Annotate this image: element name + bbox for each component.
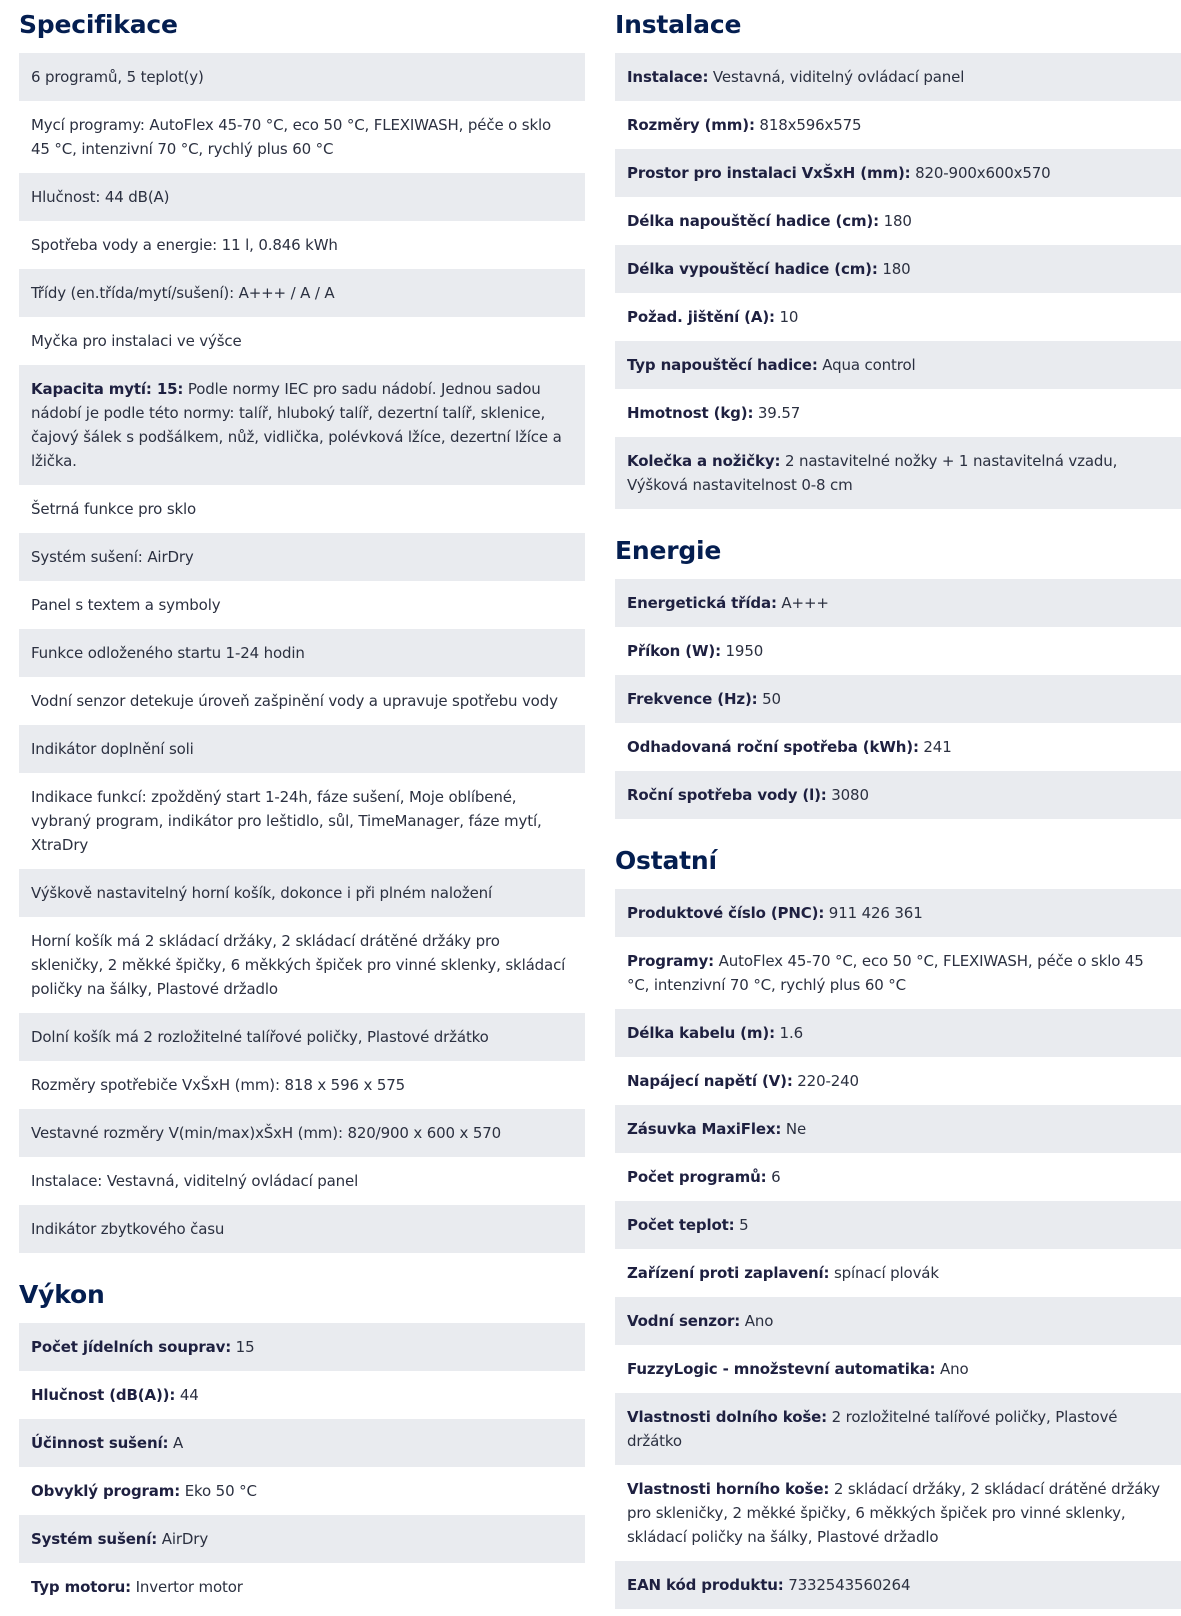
spec-list — [615, 889, 1181, 1609]
spec-value: 2 skládací držáky, 2 skládací drátěné držáky pro skleničky, 2 měkké špičky, 6 měkkých špiček pro vinné sklenky, skládací poličky na šálky, Plastové držadlo — [627, 1480, 1160, 1546]
left-column — [19, 0, 585, 1611]
spec-value: 818x596x575 — [754, 116, 862, 134]
spec-row — [19, 53, 585, 101]
spec-row — [19, 1061, 585, 1109]
spec-value: AutoFlex 45-70 °C, eco 50 °C, FLEXIWASH, péče o sklo 45 °C, intenzivní 70 °C, rychlý plus 60 °C — [627, 952, 1144, 994]
spec-row — [19, 1467, 585, 1515]
spec-row — [615, 1297, 1181, 1345]
spec-label: Délka vypouštěcí hadice (cm): — [627, 260, 878, 278]
spec-value: Ano — [740, 1312, 774, 1330]
spec-row — [19, 1157, 585, 1205]
spec-row — [19, 1563, 585, 1611]
spec-value: 44 — [175, 1386, 199, 1404]
section-title: Ostatní — [615, 846, 717, 875]
spec-value: 5 — [734, 1216, 749, 1234]
spec-value: 820-900x600x570 — [910, 164, 1051, 182]
spec-row — [615, 437, 1181, 509]
spec-value: Výškově nastavitelný horní košík, dokonce i při plném naložení — [31, 884, 493, 902]
right-column — [615, 0, 1181, 1609]
spec-row — [19, 173, 585, 221]
spec-row — [19, 725, 585, 773]
spec-value: 911 426 361 — [824, 904, 923, 922]
spec-value: Ne — [781, 1120, 807, 1138]
section-instalace — [615, 10, 1181, 509]
spec-value: Třídy (en.třída/mytí/sušení): A+++ / A / A — [31, 284, 335, 302]
spec-row — [615, 101, 1181, 149]
spec-row — [19, 1515, 585, 1563]
spec-label: Kolečka a nožičky: — [627, 452, 781, 470]
spec-label: Produktové číslo (PNC): — [627, 904, 825, 922]
spec-row — [615, 197, 1181, 245]
spec-label: Požad. jištění (A): — [627, 308, 775, 326]
spec-value: Podle normy IEC pro sadu nádobí. Jednou sadou nádobí je podle této normy: talíř, hluboký talíř, dezertní talíř, sklenice, čajový šálek s podšálkem, nůž, vidlička, polévková lžíce, dezertní lžíce a lžička. — [31, 380, 562, 470]
spec-value: Aqua control — [817, 356, 916, 374]
spec-value: 6 — [766, 1168, 781, 1186]
spec-row — [19, 221, 585, 269]
section-vykon — [19, 1280, 585, 1611]
spec-label: Vodní senzor: — [627, 1312, 741, 1330]
spec-value: Hlučnost: 44 dB(A) — [31, 188, 170, 206]
spec-row — [615, 1105, 1181, 1153]
spec-row — [19, 1371, 585, 1419]
spec-row — [19, 1013, 585, 1061]
spec-label: Zásuvka MaxiFlex: — [627, 1120, 782, 1138]
spec-label: Kapacita mytí: 15: — [31, 380, 184, 398]
spec-value: A+++ — [776, 594, 829, 612]
spec-row — [19, 869, 585, 917]
spec-row — [19, 677, 585, 725]
spec-label: FuzzyLogic - množstevní automatika: — [627, 1360, 936, 1378]
spec-label: Zařízení proti zaplavení: — [627, 1264, 830, 1282]
spec-value: 15 — [231, 1338, 255, 1356]
spec-row — [615, 937, 1181, 1009]
spec-row — [615, 341, 1181, 389]
spec-label: Programy: — [627, 952, 715, 970]
spec-row — [19, 1323, 585, 1371]
spec-value: Invertor motor — [131, 1578, 243, 1596]
spec-label: Počet jídelních souprav: — [31, 1338, 232, 1356]
spec-label: Prostor pro instalaci VxŠxH (mm): — [627, 164, 911, 182]
spec-value: Dolní košík má 2 rozložitelné talířové poličky, Plastové držátko — [31, 1028, 489, 1046]
spec-row — [615, 1465, 1181, 1561]
spec-label: Počet programů: — [627, 1168, 767, 1186]
spec-value: Vodní senzor detekuje úroveň zašpinění vody a upravuje spotřebu vody — [31, 692, 558, 710]
spec-row — [19, 269, 585, 317]
spec-label: Příkon (W): — [627, 642, 721, 660]
spec-value: Vestavná, viditelný ovládací panel — [708, 68, 965, 86]
spec-list — [19, 53, 585, 1253]
spec-label: Hlučnost (dB(A)): — [31, 1386, 176, 1404]
spec-row — [19, 1205, 585, 1253]
spec-label: EAN kód produktu: — [627, 1576, 784, 1594]
spec-row — [615, 889, 1181, 937]
spec-row — [615, 1201, 1181, 1249]
spec-label: Frekvence (Hz): — [627, 690, 758, 708]
spec-row — [19, 365, 585, 485]
spec-value: 10 — [774, 308, 799, 326]
spec-label: Obvyklý program: — [31, 1482, 181, 1500]
spec-value: Vestavné rozměry V(min/max)xŠxH (mm): 820/900 x 600 x 570 — [31, 1124, 502, 1142]
spec-label: Systém sušení: — [31, 1530, 158, 1548]
spec-label: Rozměry (mm): — [627, 116, 755, 134]
spec-value: 3080 — [826, 786, 869, 804]
spec-row — [615, 1057, 1181, 1105]
spec-row — [615, 293, 1181, 341]
spec-value: 241 — [918, 738, 952, 756]
section-energie — [615, 536, 1181, 819]
spec-label: Instalace: — [627, 68, 709, 86]
spec-value: Indikace funkcí: zpožděný start 1-24h, fáze sušení, Moje oblíbené, vybraný program, indikátor pro leštidlo, sůl, TimeManager, fáze mytí, XtraDry — [31, 788, 542, 854]
section-title: Specifikace — [19, 10, 178, 39]
spec-label: Délka kabelu (m): — [627, 1024, 775, 1042]
spec-value: Horní košík má 2 skládací držáky, 2 skládací drátěné držáky pro skleničky, 2 měkké špičky, 6 měkkých špiček pro vinné sklenky, skládací poličky na šálky, Plastové držadlo — [31, 932, 566, 998]
spec-row — [19, 1109, 585, 1157]
spec-label: Vlastnosti dolního koše: — [627, 1408, 828, 1426]
spec-value: Myčka pro instalaci ve výšce — [31, 332, 242, 350]
spec-row — [615, 389, 1181, 437]
spec-value: Mycí programy: AutoFlex 45-70 °C, eco 50 °C, FLEXIWASH, péče o sklo 45 °C, intenzivní 70 °C, rychlý plus 60 °C — [31, 116, 552, 158]
spec-label: Účinnost sušení: — [31, 1434, 169, 1452]
spec-row — [19, 101, 585, 173]
spec-value: Eko 50 °C — [180, 1482, 257, 1500]
spec-value: 180 — [878, 212, 912, 230]
section-title: Energie — [615, 536, 722, 565]
spec-value: Systém sušení: AirDry — [31, 548, 194, 566]
spec-value: 6 programů, 5 teplot(y) — [31, 68, 204, 86]
section-title: Výkon — [19, 1280, 105, 1309]
spec-row — [19, 485, 585, 533]
spec-label: Typ motoru: — [31, 1578, 132, 1596]
spec-row — [615, 1249, 1181, 1297]
spec-value: Ano — [935, 1360, 969, 1378]
spec-value: 1950 — [720, 642, 764, 660]
spec-row — [615, 627, 1181, 675]
spec-value: Rozměry spotřebiče VxŠxH (mm): 818 x 596 x 575 — [31, 1076, 405, 1094]
spec-row — [615, 1561, 1181, 1609]
spec-row — [615, 771, 1181, 819]
spec-row — [615, 53, 1181, 101]
spec-label: Vlastnosti horního koše: — [627, 1480, 830, 1498]
spec-row — [19, 581, 585, 629]
spec-row — [615, 579, 1181, 627]
spec-row — [615, 723, 1181, 771]
spec-value: A — [168, 1434, 184, 1452]
spec-value: spínací plovák — [829, 1264, 939, 1282]
spec-value: AirDry — [157, 1530, 209, 1548]
spec-value: 50 — [757, 690, 781, 708]
section-ostatni — [615, 846, 1181, 1609]
spec-label: Odhadovaná roční spotřeba (kWh): — [627, 738, 919, 756]
spec-list — [615, 53, 1181, 509]
spec-label: Typ napouštěcí hadice: — [627, 356, 818, 374]
spec-row — [615, 1393, 1181, 1465]
spec-row — [615, 675, 1181, 723]
spec-row — [19, 533, 585, 581]
spec-list — [615, 579, 1181, 819]
spec-value: Indikátor doplnění soli — [31, 740, 194, 758]
spec-label: Počet teplot: — [627, 1216, 735, 1234]
spec-row — [19, 317, 585, 365]
spec-row — [615, 1009, 1181, 1057]
spec-value: Šetrná funkce pro sklo — [31, 500, 197, 518]
spec-row — [615, 1153, 1181, 1201]
spec-row — [19, 629, 585, 677]
spec-list — [19, 1323, 585, 1611]
spec-value: 1.6 — [774, 1024, 803, 1042]
spec-value: 2 rozložitelné talířové poličky, Plastové držátko — [627, 1408, 1118, 1450]
spec-row — [19, 917, 585, 1013]
spec-label: Napájecí napětí (V): — [627, 1072, 793, 1090]
spec-label: Energetická třída: — [627, 594, 777, 612]
spec-value: 180 — [877, 260, 911, 278]
spec-value: Panel s textem a symboly — [31, 596, 221, 614]
spec-value: Spotřeba vody a energie: 11 l, 0.846 kWh — [31, 236, 338, 254]
spec-value: 2 nastavitelné nožky + 1 nastavitelná vzadu, Výšková nastavitelnost 0-8 cm — [627, 452, 1118, 494]
spec-row — [19, 1419, 585, 1467]
section-title: Instalace — [615, 10, 742, 39]
spec-value: Instalace: Vestavná, viditelný ovládací panel — [31, 1172, 359, 1190]
spec-value: 7332543560264 — [783, 1576, 911, 1594]
spec-row — [19, 773, 585, 869]
spec-label: Roční spotřeba vody (l): — [627, 786, 827, 804]
spec-value: 220-240 — [792, 1072, 859, 1090]
spec-row — [615, 1345, 1181, 1393]
spec-value: Funkce odloženého startu 1-24 hodin — [31, 644, 305, 662]
section-specifikace — [19, 10, 585, 1253]
spec-row — [615, 245, 1181, 293]
spec-value: 39.57 — [753, 404, 801, 422]
spec-label: Délka napouštěcí hadice (cm): — [627, 212, 879, 230]
spec-label: Hmotnost (kg): — [627, 404, 754, 422]
spec-row — [615, 149, 1181, 197]
spec-value: Indikátor zbytkového času — [31, 1220, 225, 1238]
